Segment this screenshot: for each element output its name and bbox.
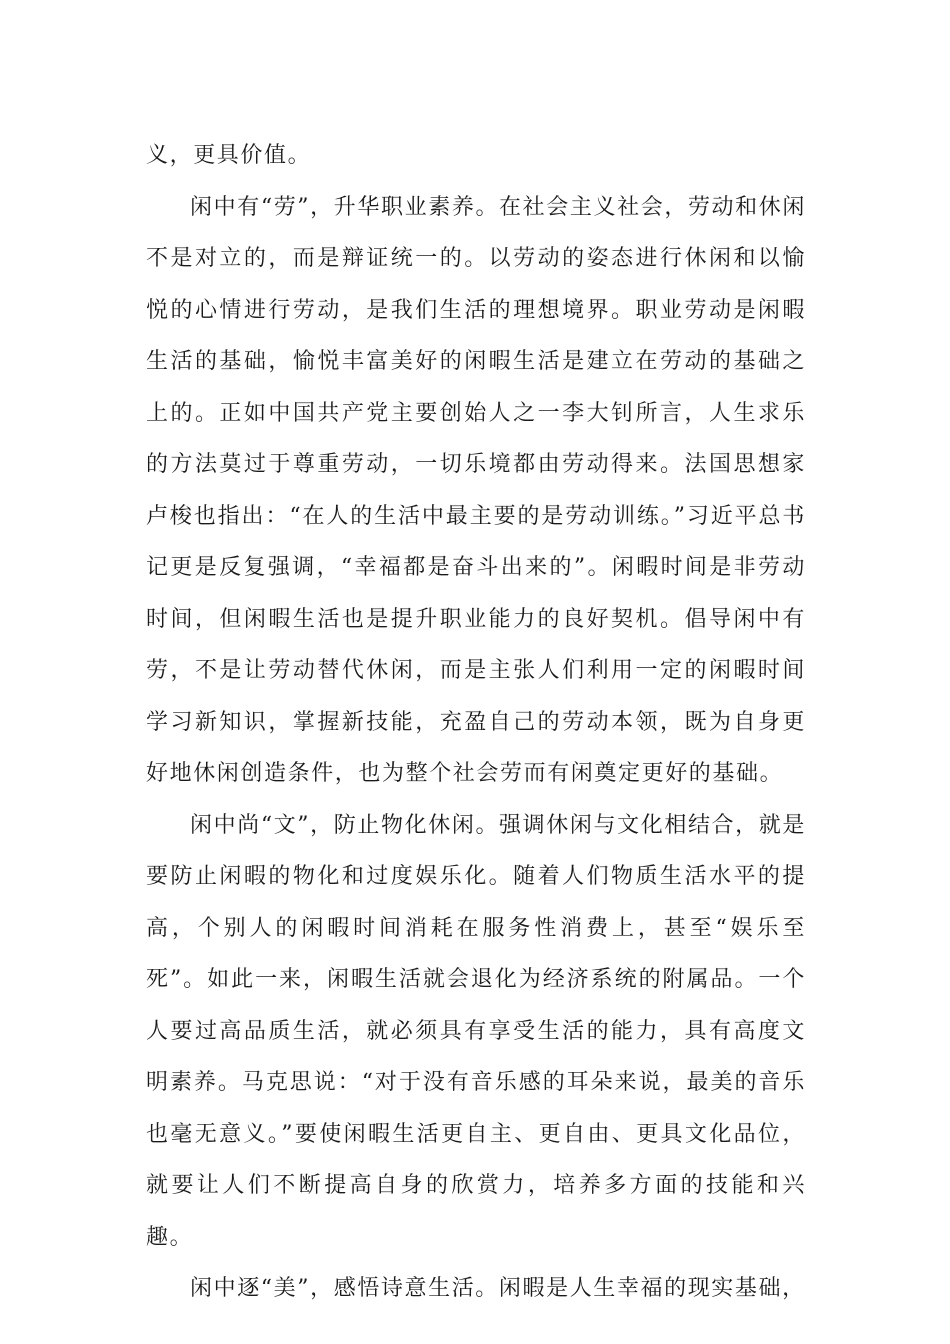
paragraph-labor: 闲中有“劳”，升华职业素养。在社会主义社会，劳动和休闲不是对立的，而是辩证统一的。以劳动的姿态进行休闲和以愉悦的心情进行劳动，是我们生活的理想境界。职业劳动是闲暇生活的基础，愉悦丰富美好的闲暇生活是建立在劳动的基础之上的。正如中国共产党主要创始人之一李大钊所言，人生求乐的方法莫过于尊重劳动，一切乐境都由劳动得来。法国思想家卢梭也指出：“在人的生活中最主要的是劳动训练。”习近平总书记更是反复强调，“幸福都是奋斗出来的”。闲暇时间是非劳动时间，但闲暇生活也是提升职业能力的良好契机。倡导闲中有劳，不是让劳动替代休闲，而是主张人们利用一定的闲暇时间学习新知识，掌握新技能，充盈自己的劳动本领，既为自身更好地休闲创造条件，也为整个社会劳而有闲奠定更好的基础。 [146, 194, 806, 786]
paragraph-beauty: 闲中逐“美”，感悟诗意生活。闲暇是人生幸福的现实基础， [190, 1276, 806, 1301]
document-body [146, 130, 806, 1315]
paragraph-culture: 闲中尚“文”，防止物化休闲。强调休闲与文化相结合，就是要防止闲暇的物化和过度娱乐化。随着人们物质生活水平的提高，个别人的闲暇时间消耗在服务性消费上，甚至“娱乐至死”。如此一来，闲暇生活就会退化为经济系统的附属品。一个人要过高品质生活，就必须具有享受生活的能力，具有高度文明素养。马克思说：“对于没有音乐感的耳朵来说，最美的音乐也毫无意义。”要使闲暇生活更自主、更自由、更具文化品位，就要让人们不断提高自身的欣赏力，培养多方面的技能和兴趣。 [146, 812, 806, 1250]
paragraph-continuation: 义，更具价值。 [146, 143, 312, 168]
